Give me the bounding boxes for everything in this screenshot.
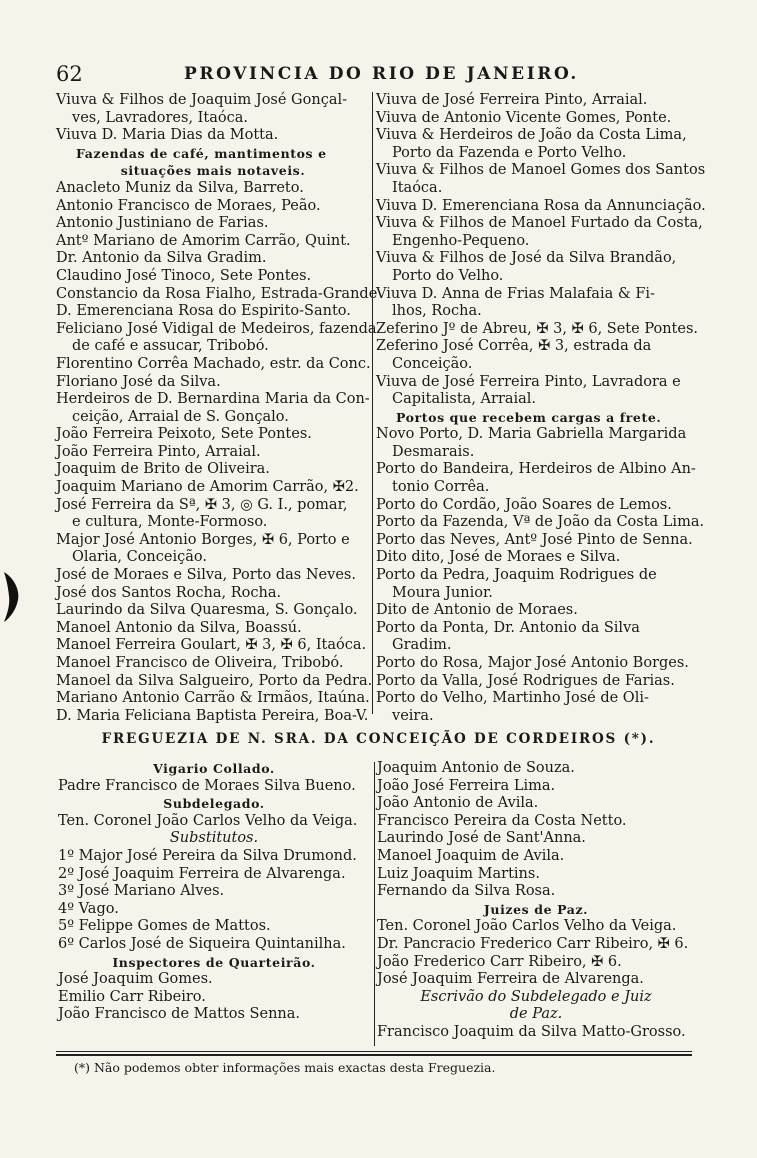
text-line: Francisco Joaquim da Silva Matto-Grosso. [377,1023,686,1040]
footnote-rule-thick [56,1054,692,1056]
text-line: Porto da Pedra, Joaquim Rodrigues de [376,567,657,584]
text-line: Viuva de Antonio Vicente Gomes, Ponte. [376,109,672,126]
text-line: Manoel Antonio da Silva, Boassú. [56,619,302,636]
text-line: D. Maria Feliciana Baptista Pereira, Boa-V. [56,707,369,724]
text-line: Conceição. [392,355,473,372]
section-title: FREGUEZIA DE N. SRA. DA CONCEIÇÃO DE CORDEIROS (*). [101,731,656,747]
text-line: José de Moraes e Silva, Porto das Neves. [56,567,356,584]
text-line: Manoel da Silva Salgueiro, Porto da Pedra. [56,672,373,689]
text-line: João Frederico Carr Ribeiro, ✠ 6. [377,953,622,970]
text-line: Porto da Ponta, Dr. Antonio da Silva [376,619,640,636]
text-line: 1º Major José Pereira da Silva Drumond. [58,847,357,864]
text-line: Manoel Ferreira Goulart, ✠ 3, ✠ 6, Itaóca. [56,637,367,654]
text-line: Major José Antonio Borges, ✠ 6, Porto e [56,531,350,548]
text-line: Florentino Corrêa Machado, estr. da Conc. [56,355,371,372]
text-line: e cultura, Monte-Formoso. [72,514,268,531]
text-line: Fernando da Silva Rosa. [377,883,556,900]
text-line: José Ferreira da Sª, ✠ 3, ◎ G. I., pomar, [56,496,348,513]
text-line: Feliciano José Vidigal de Medeiros, fazenda [56,320,377,337]
text-line: lhos, Rocha. [392,303,482,320]
text-line: Porto da Valla, José Rodrigues de Farias. [376,672,675,689]
text-line: Porto das Neves, Antº José Pinto de Senna. [376,531,693,548]
text-line: Anacleto Muniz da Silva, Barreto. [56,179,304,196]
text-line: Viuva & Filhos de Manoel Gomes dos Santos [376,162,706,179]
text-line: Claudino José Tinoco, Sete Pontes. [56,267,312,284]
text-line: Desmarais. [392,443,475,460]
footnote-rule [56,1051,692,1052]
text-line: Antonio Francisco de Moraes, Peão. [56,197,321,214]
text-line: José dos Santos Rocha, Rocha. [56,584,282,601]
column-authorities [58,760,370,1024]
text-line: situações mais notaveis. [120,163,306,179]
text-line: Gradim. [392,637,452,654]
text-line: de Paz. [509,1006,563,1023]
text-line: veira. [392,707,434,724]
text-line: Constancio da Rosa Fialho, Estrada-Grande [56,285,378,302]
text-line: Escrivão do Subdelegado e Juiz [420,988,652,1005]
text-line: Inspectores de Quarteirão. [112,954,316,970]
text-line: Luiz Joaquim Martins. [377,865,540,882]
text-line: Porto do Velho, Martinho José de Oli- [376,690,649,707]
text-line: Joaquim Mariano de Amorim Carrão, ✠2. [56,479,359,496]
text-line: 4º Vago. [58,900,119,917]
text-line: Herdeiros de D. Bernardina Maria da Con- [56,391,370,408]
text-line: tonio Corrêa. [392,479,490,496]
text-line: Francisco Pereira da Costa Netto. [377,812,627,829]
text-line: Laurindo da Silva Quaresma, S. Gonçalo. [56,602,358,619]
text-line: Laurindo José de Sant'Anna. [377,830,586,847]
text-line: Moura Junior. [392,584,493,601]
text-line: ves, Lavradores, Itaóca. [72,109,248,126]
text-line: João José Ferreira Lima. [377,777,556,794]
text-line: Padre Francisco de Moraes Silva Bueno. [58,777,356,794]
text-line: Zeferino José Corrêa, ✠ 3, estrada da [376,338,652,355]
text-line: Floriano José da Silva. [56,373,221,390]
text-line: Viuva & Filhos de Manoel Furtado da Costa, [376,215,703,232]
column-inspectors-judges [377,760,695,1042]
text-line: Capitalista, Arraial. [392,391,537,408]
text-line: Viuva & Filhos de José da Silva Brandão, [376,250,677,267]
column-divider [374,762,375,1046]
text-line: Dr. Pancracio Frederico Carr Ribeiro, ✠ 6. [377,935,689,952]
text-line: Viuva D. Emerenciana Rosa da Annunciação. [376,197,706,214]
text-line: Porto do Velho. [392,267,504,284]
text-line: Emilio Carr Ribeiro. [58,988,206,1005]
page-header [56,62,686,86]
text-line: Viuva D. Maria Dias da Motta. [56,127,279,144]
text-line: José Joaquim Ferreira de Alvarenga. [377,971,644,988]
ink-blot [0,568,26,624]
page-number: 62 [56,62,83,86]
column-fazendas [56,92,378,725]
text-line: José Joaquim Gomes. [58,971,213,988]
text-line: ceição, Arraial de S. Gonçalo. [72,408,289,425]
text-line: Viuva & Herdeiros de João da Costa Lima, [376,127,687,144]
text-line: Viuva & Filhos de Joaquim José Gonçal- [56,92,348,108]
text-line: Joaquim Antonio de Souza. [377,760,575,776]
text-line: Itaóca. [392,179,443,196]
text-line: João Francisco de Mattos Senna. [58,1006,301,1023]
text-line: 3º José Mariano Alves. [58,883,225,900]
text-line: Olaria, Conceição. [72,549,207,566]
text-line: Manoel Joaquim de Avila. [377,847,565,864]
column-divider [372,92,373,714]
text-line: Ten. Coronel João Carlos Velho da Veiga. [58,812,358,829]
text-line: Porto do Cordão, João Soares de Lemos. [376,496,672,513]
text-line: Antonio Justiniano de Farias. [56,215,269,232]
text-line: Dito dito, José de Moraes e Silva. [376,549,621,566]
text-line: Viuva de José Ferreira Pinto, Arraial. [376,92,648,108]
footnote: (*) Não podemos obter informações mais exactas desta Freguezia. [74,1060,496,1075]
text-line: Novo Porto, D. Maria Gabriella Margarida [376,426,687,443]
text-line: Vigario Collado. [153,761,275,776]
text-line: João Ferreira Pinto, Arraial. [56,443,261,460]
text-line: Zeferino Jº de Abreu, ✠ 3, ✠ 6, Sete Pontes. [376,320,699,337]
text-line: D. Emerenciana Rosa do Espirito-Santo. [56,303,351,320]
text-line: Joaquim de Brito de Oliveira. [56,461,270,478]
text-line: de café e assucar, Tribobó. [72,338,269,355]
text-line: João Antonio de Avila. [377,795,539,812]
text-line: Ten. Coronel João Carlos Velho da Veiga. [377,918,677,935]
text-line: 2º José Joaquim Ferreira de Alvarenga. [58,865,346,882]
text-line: Antº Mariano de Amorim Carrão, Quint. [56,232,351,249]
text-line: Porto do Bandeira, Herdeiros de Albino An- [376,461,696,478]
text-line: Viuva D. Anna de Frias Malafaia & Fi- [376,285,655,302]
column-portos [376,92,706,725]
text-line: Mariano Antonio Carrão & Irmãos, Itaúna. [56,690,370,707]
text-line: Juizes de Paz. [483,901,589,917]
text-line: 6º Carlos José de Siqueira Quintanilha. [58,935,346,952]
text-line: Fazendas de café, mantimentos e [76,145,327,161]
text-line: Dito de Antonio de Moraes. [376,602,578,619]
text-line: Engenho-Pequeno. [392,232,530,249]
text-line: Subdelegado. [163,796,265,812]
text-line: Porto do Rosa, Major José Antonio Borges. [376,655,689,671]
text-line: Viuva de José Ferreira Pinto, Lavradora e [376,373,681,390]
text-line: Manoel Francisco de Oliveira, Tribobó. [56,655,344,671]
text-line: Porto da Fazenda e Porto Velho. [392,144,627,161]
page-title: PROVINCIA DO RIO DE JANEIRO. [184,64,579,84]
text-line: Substitutos. [169,830,259,847]
text-line: Portos que recebem cargas a frete. [396,409,662,425]
text-line: João Ferreira Peixoto, Sete Pontes. [56,426,312,443]
text-line: Porto da Fazenda, Vª de João da Costa Lima. [376,514,705,531]
text-line: 5º Felippe Gomes de Mattos. [58,918,271,935]
text-line: Dr. Antonio da Silva Gradim. [56,250,267,267]
